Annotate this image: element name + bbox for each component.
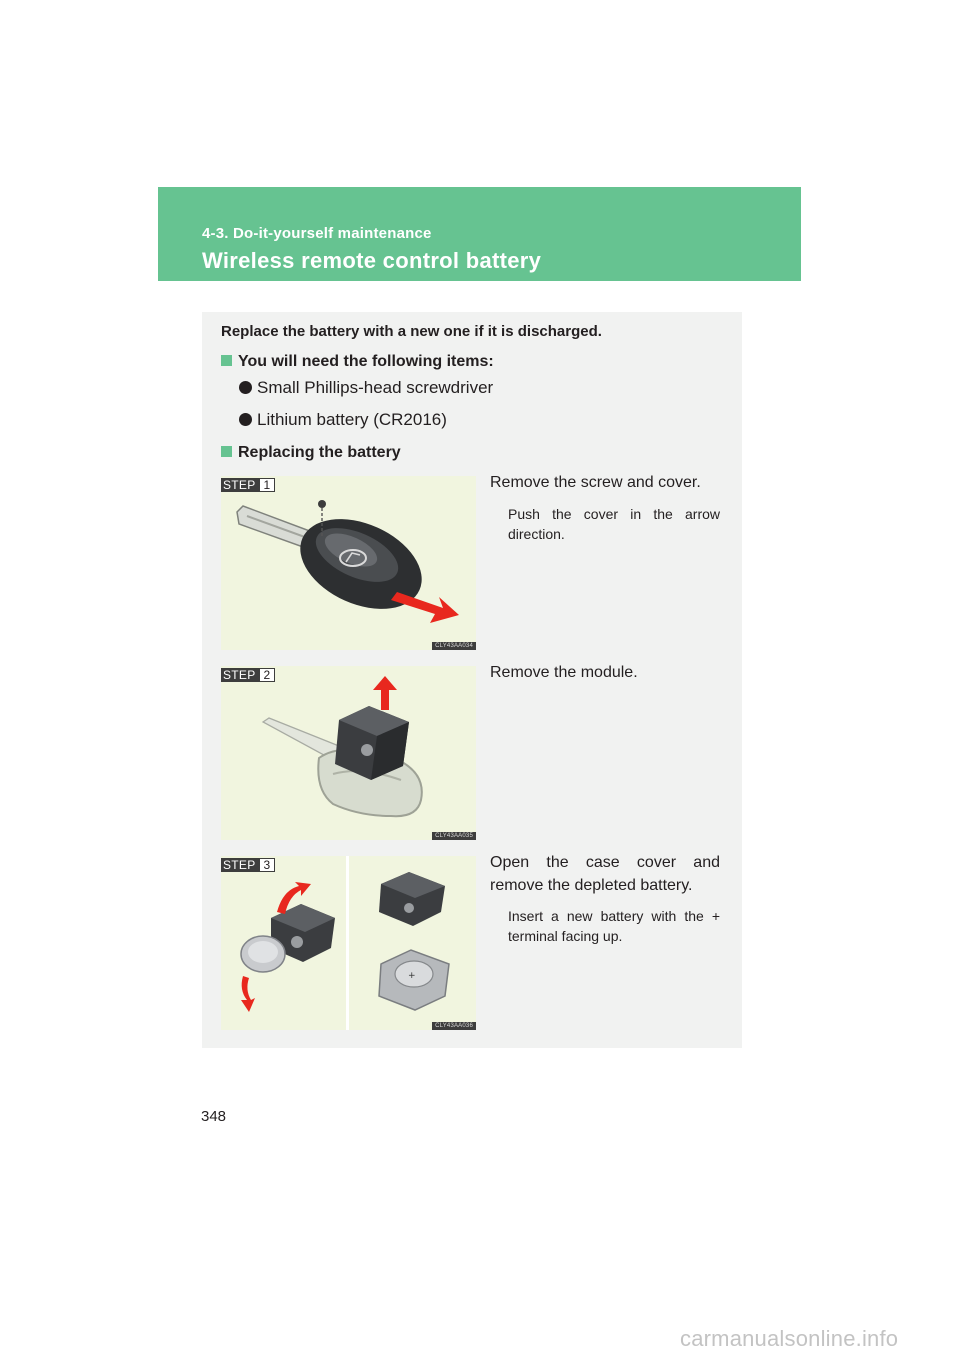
step-word: STEP	[221, 478, 259, 492]
step-2-text: Remove the module.	[490, 664, 638, 681]
section-header	[158, 187, 801, 281]
list-item-label: Lithium battery (CR2016)	[257, 410, 447, 429]
svg-text:+: +	[408, 971, 416, 981]
step-number: 3	[259, 858, 276, 872]
list-item-label: Small Phillips-head screwdriver	[257, 378, 494, 397]
figure-code: CLY43AA036	[432, 1022, 476, 1030]
items-heading	[221, 353, 494, 371]
step-badge	[221, 478, 275, 492]
step-word: STEP	[221, 858, 259, 872]
step-3-figure	[221, 856, 476, 1030]
lift-arrow-icon	[373, 676, 397, 710]
watermark: carmanualsonline.info	[680, 1326, 899, 1351]
step-word: STEP	[221, 668, 259, 682]
list-item	[239, 378, 493, 398]
remove-arrow-icon	[241, 976, 255, 1012]
step-number: 2	[259, 668, 276, 682]
step-number: 1	[259, 478, 276, 492]
step-2-figure	[221, 666, 476, 840]
key-cover-illustration	[221, 476, 476, 650]
step-1-note: Push the cover in the arrow direction.	[508, 506, 720, 542]
module-removal-illustration	[221, 666, 476, 840]
section-label: 4-3. Do-it-yourself maintenance	[202, 225, 432, 242]
square-bullet-icon	[221, 446, 232, 457]
figure-code: CLY43AA034	[432, 642, 476, 650]
intro-text: Replace the battery with a new one if it is discharged.	[221, 323, 602, 340]
page-title: Wireless remote control battery	[202, 248, 542, 273]
replace-heading	[221, 444, 401, 462]
square-bullet-icon	[221, 355, 232, 366]
figure-code: CLY43AA035	[432, 832, 476, 840]
step-1-text: Remove the screw and cover.	[490, 474, 701, 491]
step-badge	[221, 668, 275, 682]
battery-replacement-illustration	[221, 856, 476, 1030]
step-1-figure	[221, 476, 476, 650]
page-number: 348	[201, 1108, 227, 1125]
list-item	[239, 410, 447, 430]
step-badge	[221, 858, 275, 872]
content-panel	[202, 312, 742, 1048]
step-3-text: Open the case cover and remove the depleted battery.	[490, 854, 720, 894]
step-3-note: Insert a new battery with the + terminal facing up.	[508, 908, 720, 944]
bullet-dot-icon	[239, 381, 252, 394]
items-heading-label: You will need the following items:	[238, 353, 494, 370]
bullet-dot-icon	[239, 413, 252, 426]
push-arrow-icon	[391, 592, 459, 623]
replace-heading-label: Replacing the battery	[238, 444, 401, 461]
